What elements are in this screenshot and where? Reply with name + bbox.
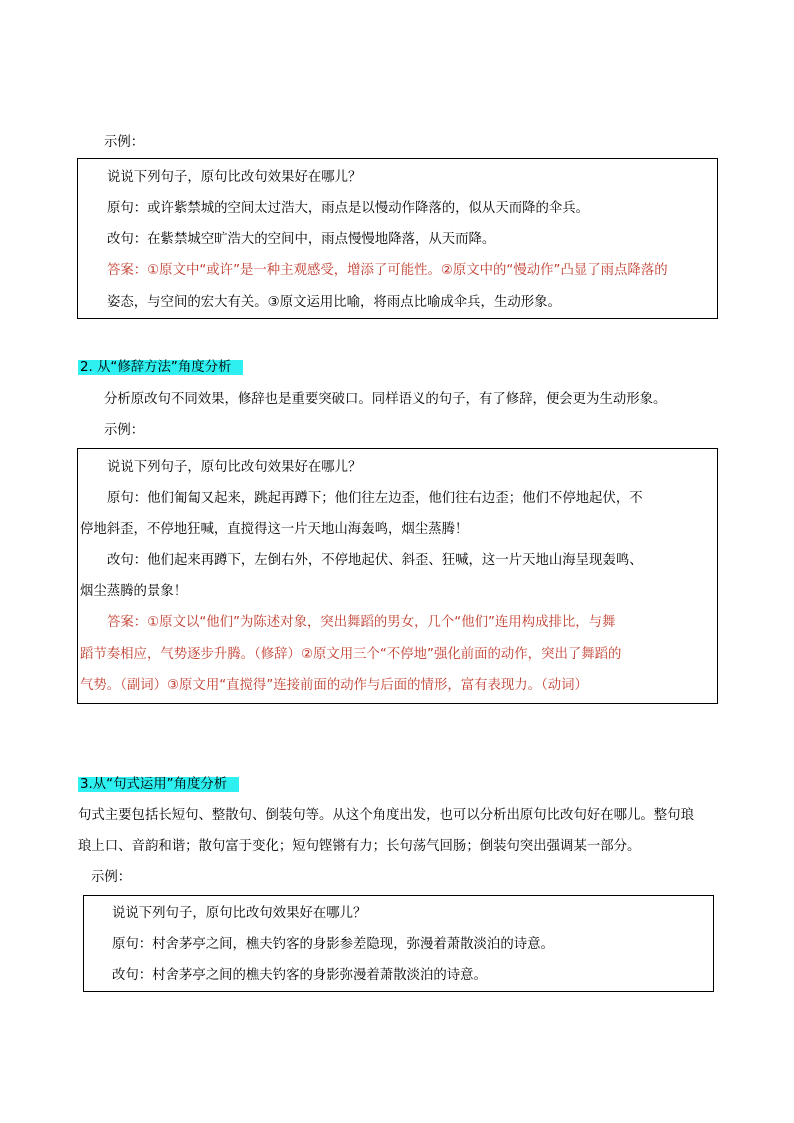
original-sentence: 原句：或许紫禁城的空间太过浩大，雨点是以慢动作降落的，似从天而降的伞兵。 bbox=[107, 201, 590, 216]
heading-highlight: 3.从“句式运用”角度分析 bbox=[78, 777, 239, 792]
question-text: 说说下列句子，原句比改句效果好在哪儿？ bbox=[112, 906, 367, 921]
example-box-2 bbox=[77, 448, 718, 704]
example-label-1: 示例： bbox=[104, 135, 145, 150]
heading-highlight: 2. 从“修辞方法”角度分析 bbox=[78, 360, 243, 375]
section-heading-3 bbox=[78, 775, 239, 795]
answer-line-1: 答案：①原文以“他们”为陈述对象，突出舞蹈的男女，几个“他们”连用构成排比，与舞 bbox=[107, 615, 616, 630]
example-label-3: 示例： bbox=[91, 870, 132, 885]
example-box-1 bbox=[77, 158, 718, 319]
original-sentence: 原句：村舍茅亭之间，樵夫钓客的身影参差隐现，弥漫着萧散淡泊的诗意。 bbox=[112, 937, 554, 952]
answer-line-3: 气势。（副词）③原文用“直搅得”连接前面的动作与后面的情形，富有表现力。（动词） bbox=[80, 678, 588, 693]
section-intro-2: 分析原改句不同效果，修辞也是重要突破口。同样语义的句子，有了修辞，便会更为生动形象。 bbox=[104, 392, 667, 407]
modified-sentence-line-2: 烟尘蒸腾的景象！ bbox=[80, 584, 188, 599]
original-sentence-line-1: 原句：他们匍匐又起来，跳起再蹲下；他们往左边歪，他们往右边歪；他们不停地起伏，不 bbox=[107, 491, 643, 506]
section-intro-3-line-1: 句式主要包括长短句、整散句、倒装句等。从这个角度出发，也可以分析出原句比改句好在哪儿。整句琅 bbox=[78, 808, 694, 823]
question-text: 说说下列句子，原句比改句效果好在哪儿？ bbox=[107, 460, 362, 475]
question-text: 说说下列句子，原句比改句效果好在哪儿？ bbox=[107, 170, 362, 185]
modified-sentence-line-1: 改句：他们起来再蹲下，左倒右外，不停地起伏、斜歪、狂喊，这一片天地山海呈现轰鸣、 bbox=[107, 553, 643, 568]
modified-sentence: 改句：在紫禁城空旷浩大的空间中，雨点慢慢地降落，从天而降。 bbox=[107, 232, 496, 247]
answer-line-2: 姿态，与空间的宏大有关。③原文运用比喻，将雨点比喻成伞兵，生动形象。 bbox=[107, 295, 561, 310]
modified-sentence: 改句：村舍茅亭之间的樵夫钓客的身影弥漫着萧散淡泊的诗意。 bbox=[112, 968, 487, 983]
answer-line-1: 答案：①原文中“或许”是一种主观感受，增添了可能性。②原文中的“慢动作”凸显了雨点降落的 bbox=[107, 263, 668, 278]
section-heading-2 bbox=[78, 358, 243, 378]
original-sentence-line-2: 停地斜歪，不停地狂喊，直搅得这一片天地山海轰鸣，烟尘蒸腾！ bbox=[80, 522, 469, 537]
example-label-2: 示例： bbox=[104, 423, 145, 438]
answer-line-2: 蹈节奏相应，气势逐步升腾。（修辞）②原文用三个“不停地”强化前面的动作，突出了舞蹈的 bbox=[80, 647, 622, 662]
section-intro-3-line-2: 琅上口、音韵和谐；散句富于变化；短句铿锵有力；长句荡气回肠；倒装句突出强调某一部分。 bbox=[78, 839, 641, 854]
example-box-3 bbox=[83, 895, 714, 992]
